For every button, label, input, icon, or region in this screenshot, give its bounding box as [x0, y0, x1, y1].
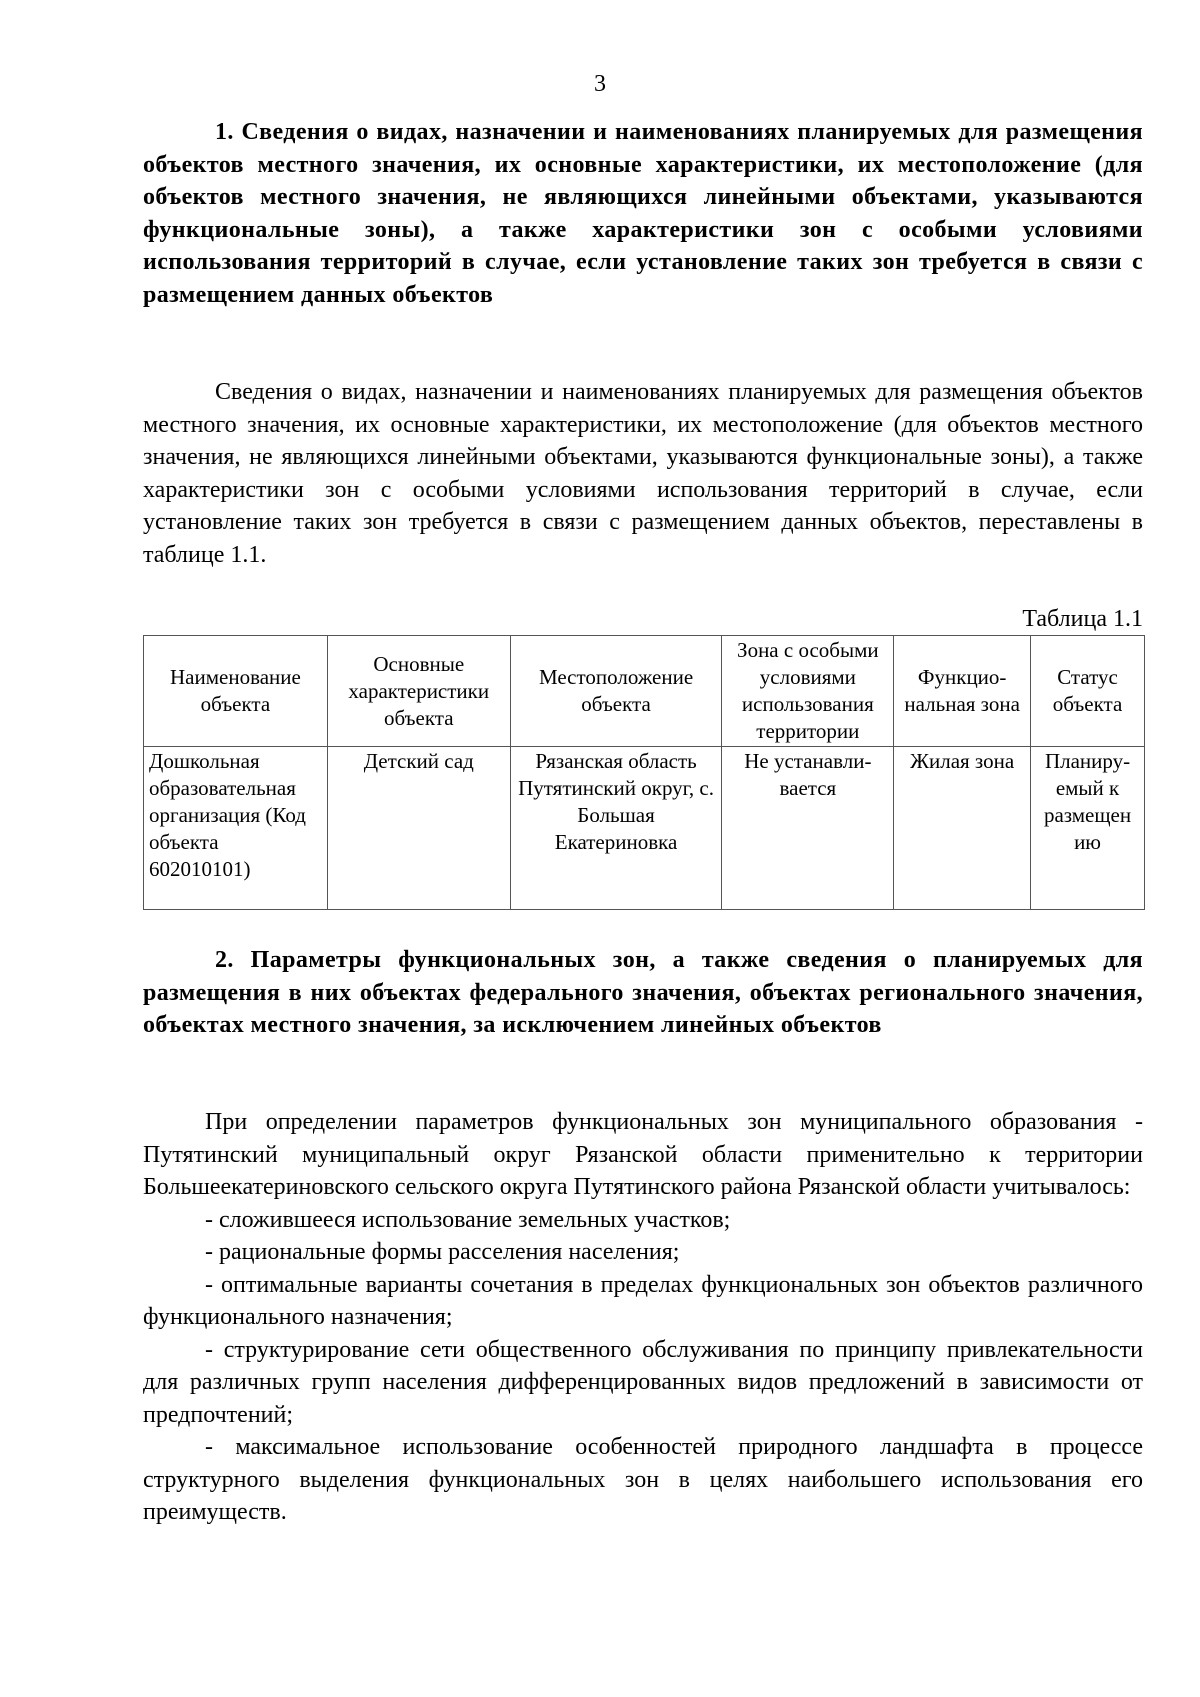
cell-functional-zone: Жилая зона	[894, 747, 1031, 910]
cell-status: Планиру-емый к размещен ию	[1031, 747, 1145, 910]
section2-intro: При определении параметров функциональных зон муниципального образования - Путятинский муниципальный округ Рязанской области применительно к территории Большеекатериновского сельского округа Путятинского района Рязанской области учитывалось:	[143, 1109, 1143, 1200]
header-status: Статус объекта	[1031, 636, 1145, 747]
page-number: 3	[594, 71, 606, 97]
list-item: - максимальное использование особенностей природного ландшафта в процессе структурного выделения функциональных зон в целях наибольшего использования его преимуществ.	[143, 1434, 1143, 1525]
header-object-name: Наименование объекта	[144, 636, 328, 747]
header-functional-zone: Функцио-нальная зона	[894, 636, 1031, 747]
cell-special-zone: Не устанавли-вается	[722, 747, 894, 910]
list-item: - рациональные формы расселения населения;	[205, 1239, 680, 1265]
header-characteristics: Основные характеристики объекта	[327, 636, 510, 747]
list-item: - оптимальные варианты сочетания в пределах функциональных зон объектов различного функционального назначения;	[143, 1271, 1143, 1330]
list-item: - структурирование сети общественного обслуживания по принципу привлекательности для различных групп населения дифференцированных видов предложений в зависимости от предпочтений;	[143, 1336, 1143, 1428]
table-header-row	[144, 636, 1145, 747]
cell-object-name: Дошкольная образовательная организация (Код объекта 602010101)	[144, 747, 328, 910]
section2-heading: 2. Параметры функциональных зон, а также сведения о планируемых для размещения в них объектах федерального значения, объектах регионального значения, объектах местного значения, за исключением линейных объектов	[143, 947, 1143, 1038]
table-row	[144, 747, 1145, 910]
cell-location: Рязанская область Путятинский округ, с. Большая Екатериновка	[510, 747, 722, 910]
header-location: Местоположение объекта	[510, 636, 722, 747]
objects-table	[143, 635, 1145, 910]
table-caption: Таблица 1.1	[1022, 606, 1143, 632]
section1-paragraph: Сведения о видах, назначении и наименованиях планируемых для размещения объектов местного значения, их основные характеристики, их местоположение (для объектов местного значения, не являющихся линейными объектами, указываются функциональные зоны), а также характеристики зон с особыми условиями использования территорий в случае, если установление таких зон требуется в связи с размещением данных объектов, переставлены в таблице 1.1.	[143, 379, 1143, 568]
header-special-zone: Зона с особыми условиями использования территории	[722, 636, 894, 747]
section1-heading: 1. Сведения о видах, назначении и наименованиях планируемых для размещения объектов местного значения, их основные характеристики, их местоположение (для объектов местного значения, не являющихся линейными объектами, указываются функциональные зоны), а также характеристики зон с особыми условиями использования территорий в случае, если установление таких зон требуется в связи с размещением данных объектов	[143, 119, 1143, 308]
section2-body	[143, 1106, 1143, 1529]
cell-characteristics: Детский сад	[327, 747, 510, 910]
list-item: - сложившееся использование земельных участков;	[205, 1206, 731, 1233]
